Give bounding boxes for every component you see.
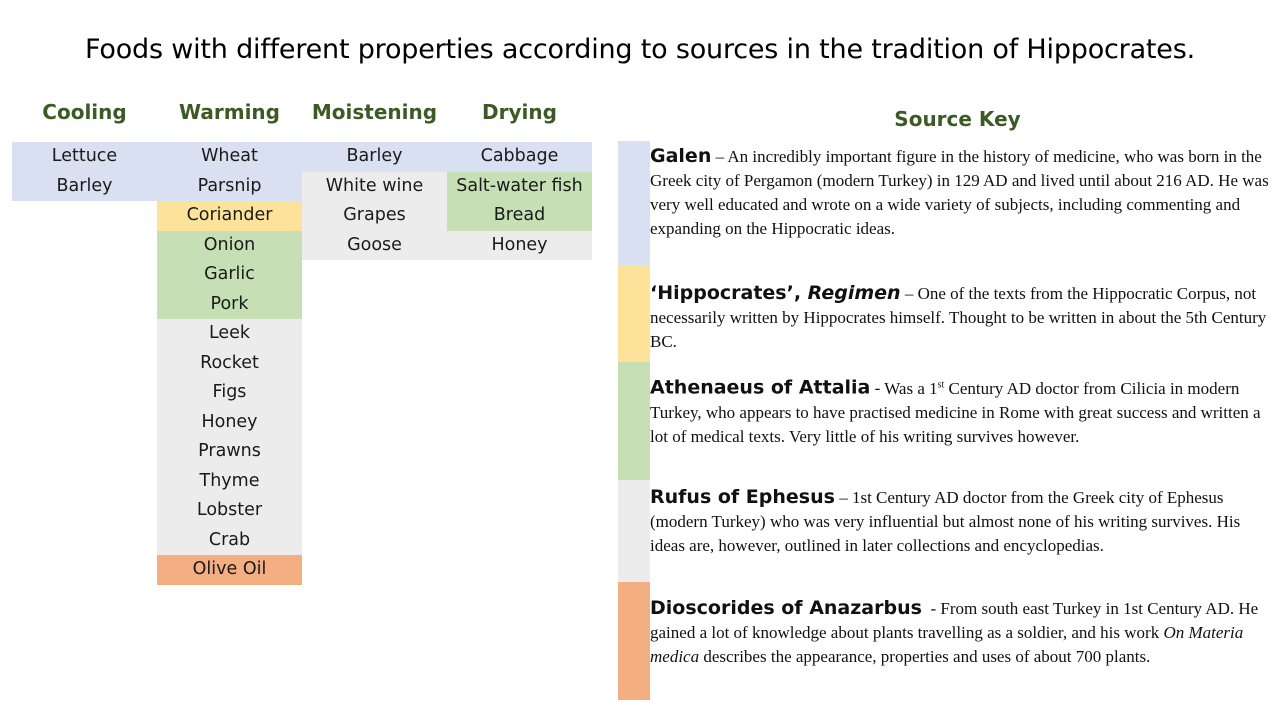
warming-food-cell: Prawns (157, 437, 302, 467)
column-header-moistening: Moistening (311, 100, 438, 124)
warming-food-cell: Thyme (157, 467, 302, 497)
source-desc-galen: An incredibly important figure in the history of medicine, who was born in the Greek city of Pergamon (modern Turkey) in 129 AD and lived until about 216 AD. He was very well educated and wrote on a wide variety of subjects, including commenting and expanding on the Hippocratic ideas. (650, 147, 1269, 238)
source-entry-galen: Galen – An incredibly important figure in the history of medicine, who was born in the Greek city of Pergamon (modern Turkey) in 129 AD and lived until about 216 AD. He was very well educated and wrote on a wide variety of subjects, including commenting and expanding on the Hippocratic ideas. (650, 145, 1269, 238)
source-entry-dioscorides: Dioscorides of Anazarbus - From south east Turkey in 1st Century AD. He gained a lot of knowledge about plants travelling as a soldier, and his work On Materia medica describes the appearance, properties and uses of about 700 plants. (650, 597, 1259, 666)
column-header-cooling: Cooling (42, 100, 127, 124)
warming-food-cell: Onion (157, 231, 302, 261)
cooling-food-cell: Lettuce (12, 142, 157, 172)
source-name-galen: Galen (650, 145, 712, 167)
source-swatch-galen (618, 141, 650, 266)
source-swatch-dioscorides (618, 582, 650, 700)
warming-food-cell: Garlic (157, 260, 302, 290)
drying-food-cell: Bread (447, 201, 592, 231)
warming-food-cell: Olive Oil (157, 555, 302, 585)
page-title: Foods with different properties according to sources in the tradition of Hippocrates. (85, 34, 1195, 65)
source-swatch-rufus (618, 480, 650, 582)
source-entry-rufus: Rufus of Ephesus – 1st Century AD doctor from the Greek city of Ephesus (modern Turkey) who was very influential but almost none of his writing survives. His ideas are, however, outlined in later collections and encyclopedias. (650, 486, 1241, 555)
source-desc-athenaeus: Was a 1st Century AD doctor from Cilicia in modern Turkey, who appears to have practised medicine in Rome with great success and written a lot of medical texts. Very little of his writing survives however. (650, 378, 1261, 446)
warming-food-cell: Figs (157, 378, 302, 408)
source-desc-hippocrates: One of the texts from the Hippocratic Corpus, not necessarily written by Hippocrates himself. Thought to be written in about the 5th Century BC. (650, 284, 1267, 351)
moistening-food-cell: Goose (302, 231, 447, 261)
source-name-dioscorides: Dioscorides of Anazarbus (650, 597, 922, 619)
source-desc-rufus: 1st Century AD doctor from the Greek city of Ephesus (modern Turkey) who was very influential but almost none of his writing survives. His ideas are, however, outlined in later collections and encyclopedias. (650, 488, 1241, 555)
drying-food-cell: Salt-water fish (447, 172, 592, 202)
warming-food-cell: Parsnip (157, 172, 302, 202)
moistening-food-cell: Grapes (302, 201, 447, 231)
source-entry-athenaeus: Athenaeus of Attalia - Was a 1st Century AD doctor from Cilicia in modern Turkey, who appears to have practised medicine in Rome with great success and written a lot of medical texts. Very little of his writing survives however. (650, 376, 1261, 446)
drying-food-cell: Cabbage (447, 142, 592, 172)
source-name-rufus: Rufus of Ephesus (650, 486, 835, 508)
warming-food-cell: Honey (157, 408, 302, 438)
source-swatch-athenaeus (618, 362, 650, 480)
drying-food-cell: Honey (447, 231, 592, 261)
warming-food-cell: Crab (157, 526, 302, 556)
moistening-food-cell: White wine (302, 172, 447, 202)
source-name-athenaeus: Athenaeus of Attalia (650, 376, 871, 399)
source-swatch-hippocrates (618, 266, 650, 362)
moistening-food-cell: Barley (302, 142, 447, 172)
warming-food-cell: Pork (157, 290, 302, 320)
column-header-warming: Warming (179, 100, 280, 124)
source-desc-dioscorides: From south east Turkey in 1st Century AD. He gained a lot of knowledge about plants travelling as a soldier, and his work On Materia medica describes the appearance, properties and uses of about 700 plants. (650, 599, 1259, 666)
source-entry-hippocrates: ‘Hippocrates’, Regimen – One of the texts from the Hippocratic Corpus, not necessarily written by Hippocrates himself. Thought to be written in about the 5th Century BC. (650, 282, 1267, 351)
column-header-drying: Drying (482, 100, 557, 124)
cooling-food-cell: Barley (12, 172, 157, 202)
warming-food-cell: Leek (157, 319, 302, 349)
warming-food-cell: Wheat (157, 142, 302, 172)
source-key-title: Source Key (894, 107, 1021, 131)
source-name-hippocrates: ‘Hippocrates’, Regimen (650, 282, 901, 304)
warming-food-cell: Rocket (157, 349, 302, 379)
warming-food-cell: Lobster (157, 496, 302, 526)
warming-food-cell: Coriander (157, 201, 302, 231)
